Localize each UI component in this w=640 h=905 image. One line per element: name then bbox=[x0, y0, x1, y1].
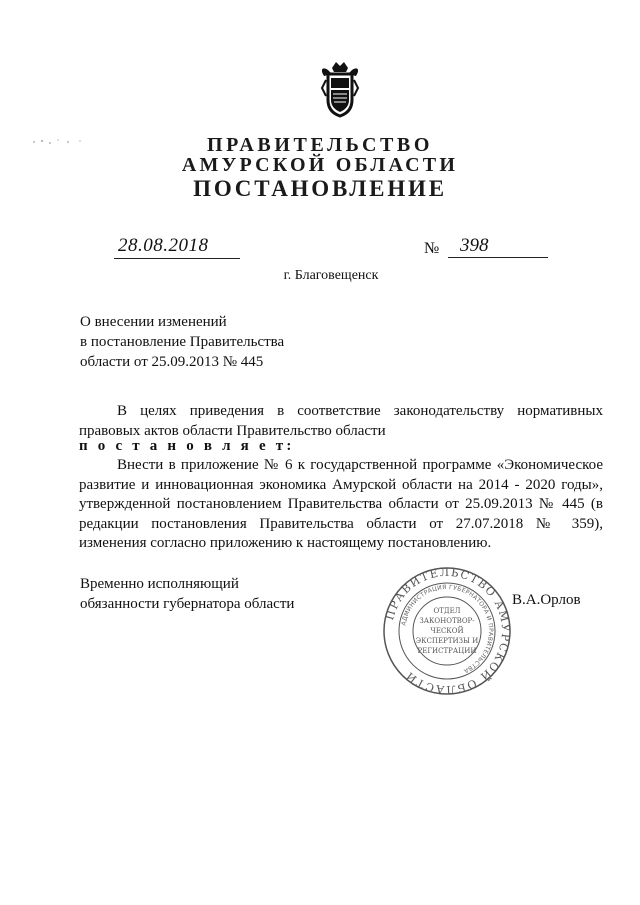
signer-name: В.А.Орлов bbox=[512, 592, 581, 608]
svg-text:ЭКСПЕРТИЗЫ И: ЭКСПЕРТИЗЫ И bbox=[415, 637, 479, 645]
document-subject bbox=[80, 312, 284, 372]
subject-line: О внесении изменений bbox=[80, 314, 227, 330]
svg-text:ПРАВИТЕЛЬСТВО АМУРСКОЙ ОБЛАСТИ: ПРАВИТЕЛЬСТВО АМУРСКОЙ ОБЛАСТИ bbox=[383, 566, 512, 696]
svg-text:ЧЕСКОЙ: ЧЕСКОЙ bbox=[430, 627, 464, 635]
preamble-paragraph: В целях приведения в соответствие законодательству нормативных правовых актов области Правительство области bbox=[79, 403, 603, 439]
official-stamp-icon bbox=[382, 566, 512, 696]
city-name: г. Благовещенск bbox=[283, 268, 379, 283]
subject-line: области от 25.09.2013 № 445 bbox=[80, 354, 264, 370]
decree-word: п о с т а н о в л я е т: bbox=[79, 438, 295, 454]
svg-text:ОТДЕЛ: ОТДЕЛ bbox=[433, 607, 461, 615]
svg-text:АДМИНИСТРАЦИЯ ГУБЕРНАТОРА И ПР: АДМИНИСТРАЦИЯ ГУБЕРНАТОРА И ПРАВИТЕЛЬСТВА bbox=[400, 583, 495, 675]
signer-role bbox=[80, 574, 294, 614]
role-line: обязанности губернатора области bbox=[80, 596, 295, 612]
role-line: Временно исполняющий bbox=[80, 576, 239, 592]
document-number: 398 bbox=[448, 234, 548, 258]
number-label: № bbox=[424, 240, 440, 257]
svg-text:ЗАКОНОТВОР-: ЗАКОНОТВОР- bbox=[419, 617, 475, 625]
svg-text:РЕГИСТРАЦИИ: РЕГИСТРАЦИИ bbox=[417, 647, 477, 655]
org-name-line2: АМУРСКОЙ ОБЛАСТИ bbox=[181, 154, 459, 176]
org-name-line1: ПРАВИТЕЛЬСТВО bbox=[206, 134, 434, 156]
clause-paragraph: Внести в приложение № 6 к государственной программе «Экономическое развитие и инновационная экономика Амурской области на 2014 - 2020 годы», утвержденной постановлением Правительства области от 25.09.2013 № 445 (в редакции постановления Правительства области от 27.07.2018 № 359), изменения согласно приложению к настоящему постановлению. bbox=[79, 457, 603, 551]
document-date: 28.08.2018 bbox=[114, 234, 240, 259]
subject-line: в постановление Правительства bbox=[80, 334, 285, 350]
coat-of-arms-icon bbox=[318, 60, 362, 120]
document-type: ПОСТАНОВЛЕНИЕ bbox=[193, 176, 447, 201]
